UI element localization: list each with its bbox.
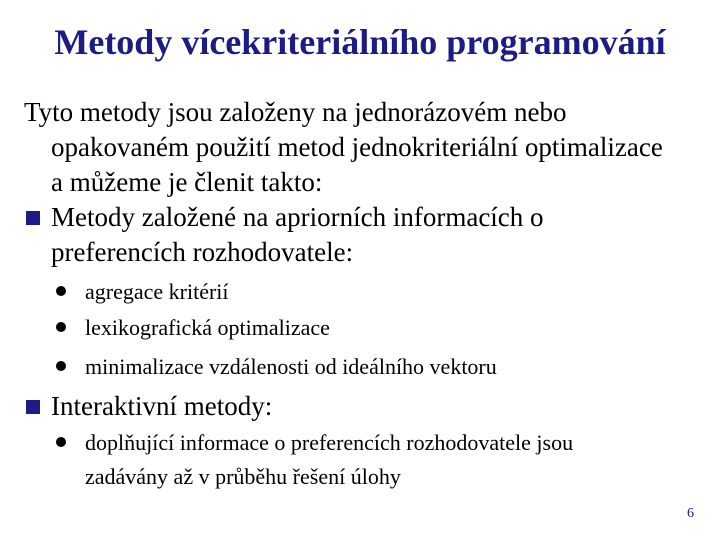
subitem-label: minimalizace vzdálenosti od ideálního vektoru xyxy=(85,354,497,379)
intro-line-1: Tyto metody jsou založeny na jednorázovém nebo xyxy=(24,97,567,127)
subitem-label: agregace kritérií xyxy=(85,279,229,304)
subitem-label: lexikografická optimalizace xyxy=(85,315,330,340)
square-bullet-icon xyxy=(26,211,40,225)
bullet-line-1: Metody založené na apriorních informacích o xyxy=(51,202,544,232)
intro-paragraph xyxy=(24,95,704,200)
bullet-apriori-methods xyxy=(24,200,704,270)
round-bullet-icon xyxy=(56,286,66,296)
bullet-line-2: preferencích rozhodovatele: xyxy=(51,237,354,267)
subitem-line-2: zadávány až v průběhu řešení úlohy xyxy=(85,464,401,489)
subitem-ideal-vector xyxy=(56,350,696,384)
subitem-aggregation xyxy=(56,275,696,309)
page-number: 6 xyxy=(687,506,694,521)
intro-line-2: opakovaném použití metod jednokriteriální optimalizace xyxy=(51,132,663,162)
round-bullet-icon xyxy=(56,322,66,332)
round-bullet-icon xyxy=(56,437,66,447)
intro-line-3: a můžeme je členit takto: xyxy=(51,167,323,197)
round-bullet-icon xyxy=(56,361,66,371)
square-bullet-icon xyxy=(26,400,40,414)
slide-title: Metody vícekriteriálního programování xyxy=(54,22,666,62)
subitem-lexicographic xyxy=(56,311,696,345)
subitem-line-1: doplňující informace o preferencích rozhodovatele jsou xyxy=(85,430,574,455)
bullet-line-1: Interaktivní metody: xyxy=(51,391,273,421)
subitem-additional-info xyxy=(56,426,696,494)
bullet-interactive-methods xyxy=(24,389,704,424)
